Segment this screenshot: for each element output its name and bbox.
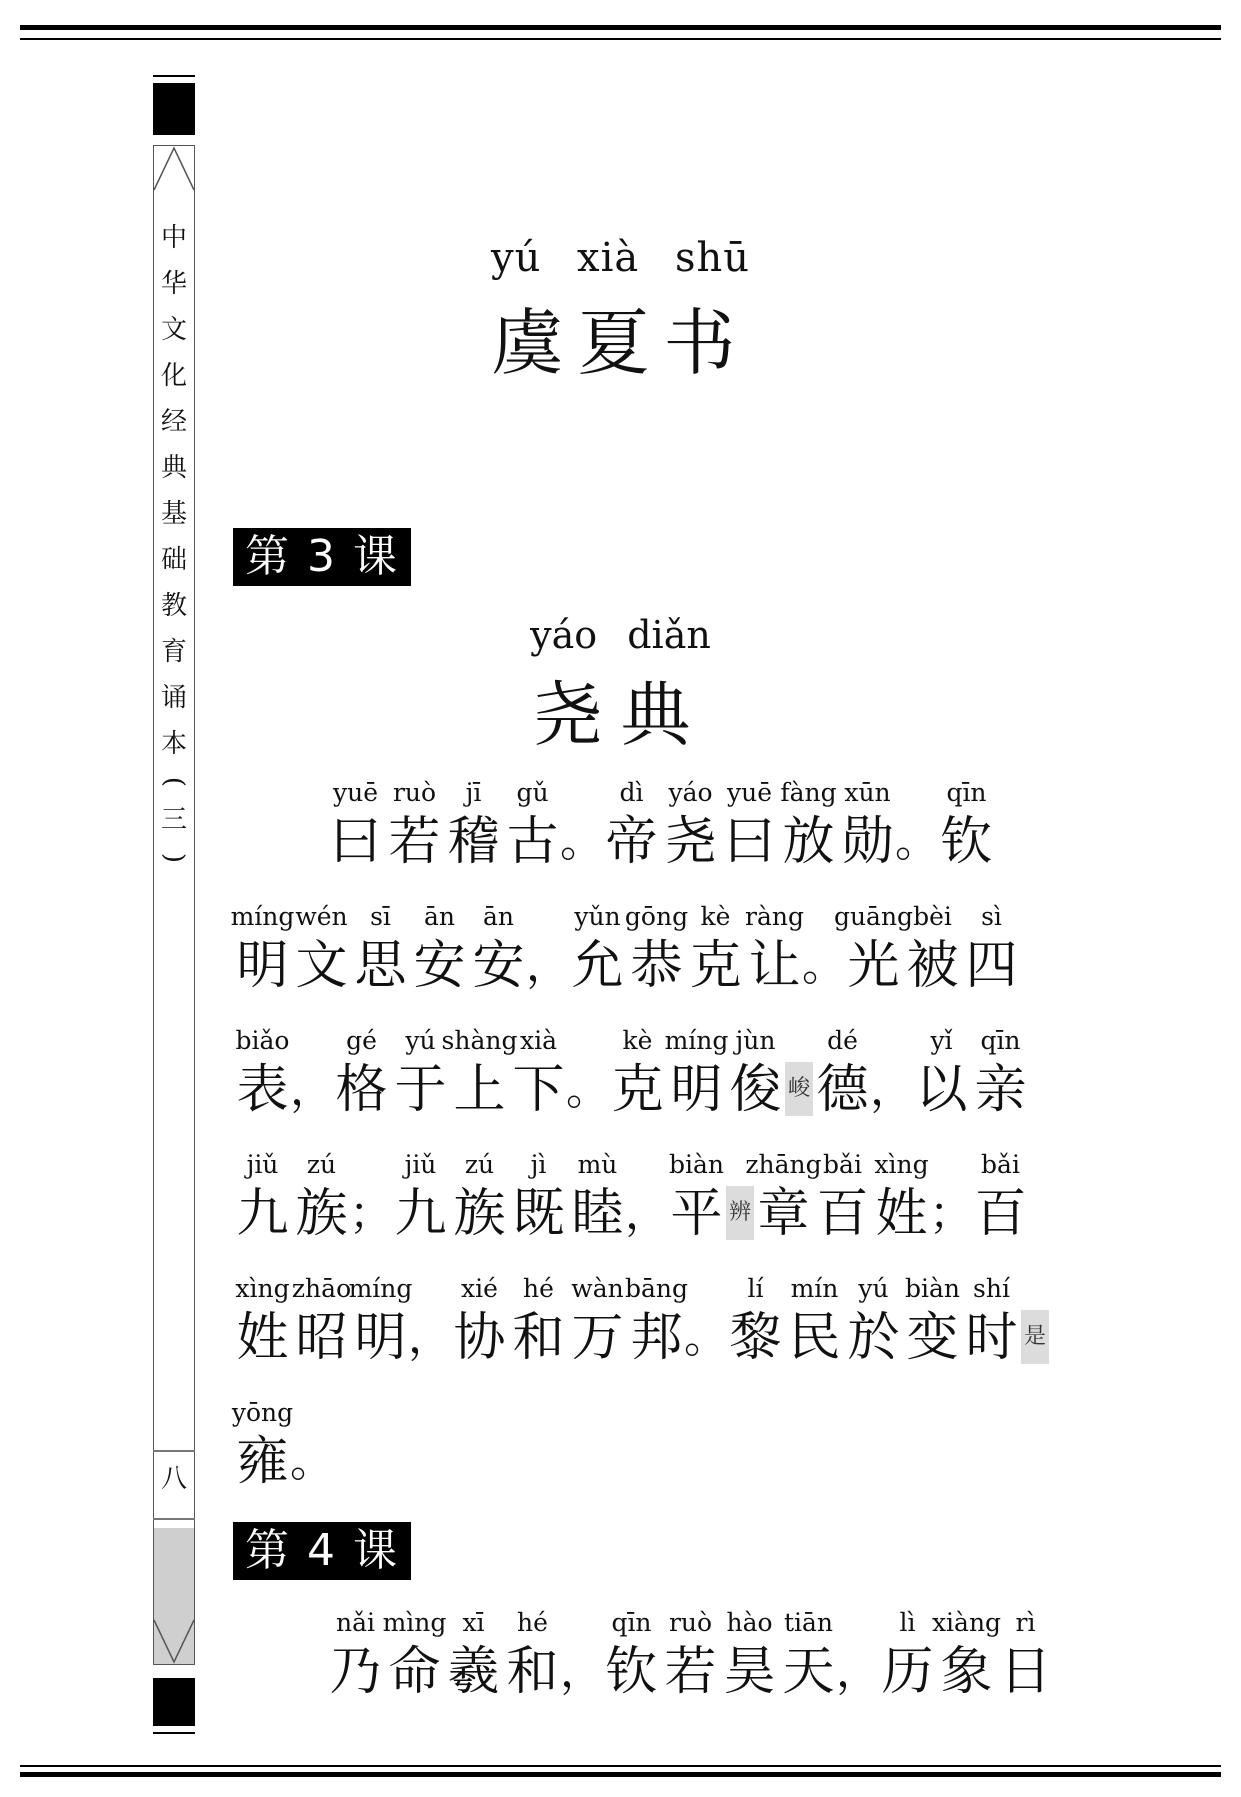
ruby-char [444, 776, 503, 874]
hanzi: 平 [670, 1184, 723, 1244]
pinyin: xī [462, 1608, 485, 1637]
ruby-char [503, 1606, 562, 1704]
ruby-char [813, 1024, 872, 1122]
pinyin: jiǔ [404, 1150, 437, 1179]
ruby-char [844, 1272, 903, 1370]
ruby-char [233, 1272, 292, 1370]
variant-note [785, 1028, 813, 1122]
spine-bottom-line [153, 1732, 195, 1734]
ruby-char [813, 1148, 872, 1246]
top-rule-thin [20, 38, 1221, 40]
hanzi: 德 [816, 1060, 869, 1120]
spine-title-char: 中 [160, 223, 187, 253]
pinyin: ān [482, 902, 514, 931]
hanzi: 文 [295, 936, 348, 996]
pinyin: míng [664, 1026, 729, 1055]
punctuation [562, 776, 602, 874]
ruby-char [720, 776, 779, 874]
hanzi: 历 [881, 1642, 934, 1702]
ruby-char [745, 1148, 822, 1246]
hanzi: 变 [906, 1308, 959, 1368]
hanzi: 放 [782, 812, 835, 872]
pinyin: biàn [904, 1274, 960, 1303]
spine-title-char: 诵 [160, 683, 187, 713]
hanzi: 万 [571, 1308, 624, 1368]
pinyin: xiàng [931, 1608, 1002, 1637]
pinyin: wàn [571, 1274, 624, 1303]
text-line [233, 1396, 332, 1494]
punctuation [838, 1606, 878, 1704]
ruby-char [971, 1024, 1030, 1122]
lesson-title: 尧典 [532, 674, 709, 756]
hanzi: 安 [472, 936, 525, 996]
hanzi: 思 [354, 936, 407, 996]
hanzi: 乃 [329, 1642, 382, 1702]
ruby-char [996, 1606, 1055, 1704]
spine-title-char: 华 [160, 269, 187, 299]
hanzi: 命 [388, 1642, 441, 1702]
bottom-rule-thick [20, 1772, 1221, 1777]
ruby-char [450, 1148, 509, 1246]
hanzi: 时 [965, 1308, 1018, 1368]
hanzi: 於 [847, 1308, 900, 1368]
spine-top-block [153, 83, 195, 135]
lesson-title-block [0, 613, 1241, 760]
pinyin: yáo [668, 778, 713, 807]
ruby-char [509, 1148, 568, 1246]
ruby-char [391, 1148, 450, 1246]
spine-page-number: 八 [160, 1464, 187, 1494]
book-title-pinyin: yú xià shū [490, 235, 751, 281]
hanzi: 姓 [236, 1308, 289, 1368]
ruby-char [568, 1148, 627, 1246]
pinyin: xié [461, 1274, 498, 1303]
book-title-block [0, 235, 1241, 389]
ruby-char [726, 1024, 785, 1122]
ruby-char [233, 1396, 292, 1494]
ruby-char [292, 900, 351, 998]
pinyin: rì [1015, 1608, 1036, 1637]
punctuation [686, 1272, 726, 1370]
hanzi: 雍 [236, 1432, 289, 1492]
pinyin: nǎi [335, 1608, 375, 1637]
punctuation [351, 1148, 391, 1246]
ruby-char [351, 900, 410, 998]
pinyin: ān [423, 902, 455, 931]
ruby-char [410, 900, 469, 998]
spine-title-char: 基 [160, 499, 187, 529]
pinyin: lì [899, 1608, 916, 1637]
ruby-char [385, 776, 444, 874]
hanzi: ， [870, 1064, 914, 1115]
ruby-char [962, 1272, 1021, 1370]
hanzi: 日 [999, 1642, 1052, 1702]
ruby-char [962, 900, 1021, 998]
hanzi: 若 [664, 1642, 717, 1702]
hanzi: 钦 [940, 812, 993, 872]
hanzi: 亲 [974, 1060, 1027, 1120]
ruby-char [292, 1148, 351, 1246]
pinyin: gǔ [516, 778, 549, 807]
hanzi: 俊 [729, 1060, 782, 1120]
ruby-char [912, 1024, 971, 1122]
hanzi: 克 [689, 936, 742, 996]
ruby-char [625, 1272, 689, 1370]
hanzi: 协 [453, 1308, 506, 1368]
hanzi: ， [836, 1646, 880, 1697]
hanzi: 章 [757, 1184, 810, 1244]
pinyin: zú [464, 1150, 495, 1179]
pinyin: zhāng [745, 1150, 822, 1179]
pinyin: mìng [382, 1608, 447, 1637]
pinyin: hào [726, 1608, 773, 1637]
ruby-char [348, 1272, 413, 1370]
hanzi: 曰 [329, 812, 382, 872]
ruby-char [602, 1606, 661, 1704]
hanzi: 允 [571, 936, 624, 996]
hanzi: 和 [506, 1642, 559, 1702]
hanzi: 邦 [630, 1308, 683, 1368]
pinyin: biǎo [235, 1026, 290, 1055]
pinyin: qīn [946, 778, 987, 807]
ruby-char [509, 1272, 568, 1370]
pinyin: gé [346, 1026, 377, 1055]
pinyin: bèi [913, 902, 952, 931]
pinyin: wén [295, 902, 348, 931]
spine-top-chevron-icon [153, 146, 195, 192]
hanzi: 格 [335, 1060, 388, 1120]
punctuation [410, 1272, 450, 1370]
spine-title-char: 文 [160, 315, 187, 345]
spine-title-char: 本 [160, 729, 187, 759]
hanzi: 。 [802, 940, 846, 991]
hanzi: 。 [895, 816, 939, 867]
ruby-char [332, 1024, 391, 1122]
pinyin: yú [858, 1274, 889, 1303]
hanzi: 和 [512, 1308, 565, 1368]
lesson-4-badge: 第 4 课 [233, 1522, 411, 1580]
ruby-char [233, 1024, 292, 1122]
spine-title-char: 典 [160, 453, 187, 483]
ruby-char [726, 1272, 785, 1370]
ruby-char [450, 1272, 509, 1370]
spine-separator [153, 1518, 195, 1520]
hanzi: 明 [354, 1308, 407, 1368]
ruby-char [667, 1148, 726, 1246]
punctuation [292, 1024, 332, 1122]
pinyin: shí [973, 1274, 1010, 1303]
hanzi: 族 [295, 1184, 348, 1244]
ruby-char [971, 1148, 1030, 1246]
pinyin: jì [530, 1150, 547, 1179]
hanzi: 姓 [875, 1184, 928, 1244]
ruby-char [602, 776, 661, 874]
ruby-char [779, 1606, 838, 1704]
ruby-char [326, 776, 385, 874]
hanzi: 光 [847, 936, 900, 996]
hanzi: 。 [566, 1064, 610, 1115]
hanzi: ； [929, 1188, 973, 1239]
hanzi: 民 [788, 1308, 841, 1368]
pinyin: bāng [625, 1274, 689, 1303]
hanzi: 昭 [295, 1308, 348, 1368]
hanzi: ， [290, 1064, 334, 1115]
spine-separator [153, 1450, 195, 1452]
ruby-char [624, 900, 689, 998]
pinyin: yú [405, 1026, 436, 1055]
pinyin: yuē [726, 778, 773, 807]
hanzi: ， [526, 940, 570, 991]
hanzi: ； [349, 1188, 393, 1239]
pinyin: sì [981, 902, 1002, 931]
pinyin: sī [370, 902, 391, 931]
hanzi: 下 [512, 1060, 565, 1120]
hanzi: 让 [748, 936, 801, 996]
pinyin: jī [465, 778, 482, 807]
ruby-char [509, 1024, 568, 1122]
punctuation [897, 776, 937, 874]
hanzi: 明 [670, 1060, 723, 1120]
pinyin: ràng [745, 902, 804, 931]
pinyin: mín [790, 1274, 839, 1303]
spine-title-char: ( [159, 776, 189, 788]
pinyin: míng [230, 902, 295, 931]
hanzi: 表 [236, 1060, 289, 1120]
hanzi: 稽 [447, 812, 500, 872]
pinyin: zú [306, 1150, 337, 1179]
pinyin: xìng [874, 1150, 929, 1179]
pinyin: shàng [441, 1026, 518, 1055]
pinyin: gōng [624, 902, 689, 931]
ruby-char [661, 776, 720, 874]
ruby-char [469, 900, 528, 998]
pinyin: zhāo [291, 1274, 352, 1303]
hanzi: 四 [965, 936, 1018, 996]
hanzi: 九 [394, 1184, 447, 1244]
pinyin: jùn [735, 1026, 776, 1055]
ruby-char [292, 1272, 351, 1370]
hanzi: 。 [684, 1312, 728, 1363]
spine-title-char: 础 [160, 545, 187, 575]
pinyin: dì [619, 778, 644, 807]
lesson-title-pinyin: yáo diǎn [530, 613, 711, 657]
ruby-char [233, 1148, 292, 1246]
spine-title-char: ) [159, 852, 189, 864]
hanzi: 黎 [729, 1308, 782, 1368]
hanzi: 于 [394, 1060, 447, 1120]
text-line [233, 1024, 1030, 1122]
ruby-char [686, 900, 745, 998]
ruby-char [230, 900, 295, 998]
book-title: 虞夏书 [491, 301, 750, 385]
hanzi: 族 [453, 1184, 506, 1244]
ruby-char [661, 1606, 720, 1704]
hanzi: 钦 [605, 1642, 658, 1702]
ruby-char [931, 1606, 1002, 1704]
punctuation [931, 1148, 971, 1246]
pinyin: biàn [668, 1150, 724, 1179]
ruby-char [833, 900, 914, 998]
hanzi: 安 [413, 936, 466, 996]
hanzi: 。 [290, 1436, 334, 1487]
hanzi: 古 [506, 812, 559, 872]
hanzi: 恭 [630, 936, 683, 996]
hanzi: 以 [915, 1060, 968, 1120]
pinyin: yuē [332, 778, 379, 807]
hanzi: 百 [816, 1184, 869, 1244]
hanzi: 若 [388, 812, 441, 872]
pinyin: bǎi [823, 1150, 862, 1179]
hanzi: 天 [782, 1642, 835, 1702]
ruby-char [568, 900, 627, 998]
spine-title-char: 经 [160, 407, 187, 437]
hanzi: 尧 [664, 812, 717, 872]
ruby-char [903, 1272, 962, 1370]
ruby-char [326, 1606, 385, 1704]
ruby-char [937, 776, 996, 874]
ruby-char [503, 776, 562, 874]
ruby-char [838, 776, 897, 874]
hanzi: 。 [560, 816, 604, 867]
pinyin: yōng [231, 1398, 294, 1427]
spine-title-char: 育 [160, 637, 187, 667]
hanzi: 峻 [785, 1062, 813, 1116]
top-rule-thick [20, 25, 1221, 30]
pinyin: bǎi [981, 1150, 1020, 1179]
pinyin: hé [517, 1608, 548, 1637]
hanzi: 百 [974, 1184, 1027, 1244]
spine-title-char: 三 [160, 805, 187, 835]
pinyin: kè [622, 1026, 653, 1055]
punctuation [872, 1024, 912, 1122]
pinyin: qīn [611, 1608, 652, 1637]
pinyin: hé [523, 1274, 554, 1303]
hanzi: 明 [236, 936, 289, 996]
ruby-char [444, 1606, 503, 1704]
hanzi: 上 [453, 1060, 506, 1120]
ruby-char [664, 1024, 729, 1122]
pinyin: ruò [392, 778, 437, 807]
hanzi: 象 [940, 1642, 993, 1702]
ruby-char [720, 1606, 779, 1704]
variant-note [1021, 1276, 1049, 1370]
ruby-char [872, 1148, 931, 1246]
spine-bottom-chevron-icon [153, 1618, 195, 1664]
pinyin: guāng [833, 902, 914, 931]
pinyin: mù [577, 1150, 618, 1179]
text-line [326, 776, 996, 874]
pinyin: kè [700, 902, 731, 931]
ruby-char [903, 900, 962, 998]
text-line [233, 1272, 1049, 1370]
pinyin: xūn [844, 778, 891, 807]
hanzi: ， [408, 1312, 452, 1363]
ruby-char [441, 1024, 518, 1122]
hanzi: 帝 [605, 812, 658, 872]
pinyin: fàng [780, 778, 837, 807]
ruby-char [785, 1272, 844, 1370]
ruby-char [568, 1272, 627, 1370]
spine-title-char: 化 [160, 361, 187, 391]
ruby-char [878, 1606, 937, 1704]
hanzi: 曰 [723, 812, 776, 872]
lesson-3-badge: 第 3 课 [233, 528, 411, 586]
ruby-char [382, 1606, 447, 1704]
pinyin: jiǔ [246, 1150, 279, 1179]
spine-top-line [153, 75, 195, 77]
hanzi: 被 [906, 936, 959, 996]
punctuation [292, 1396, 332, 1494]
hanzi: 睦 [571, 1184, 624, 1244]
pinyin: xìng [235, 1274, 290, 1303]
hanzi: 羲 [447, 1642, 500, 1702]
spine-title-char: 教 [160, 591, 187, 621]
text-line [233, 1148, 1030, 1246]
punctuation [568, 1024, 608, 1122]
punctuation [528, 900, 568, 998]
pinyin: dé [827, 1026, 858, 1055]
hanzi: 是 [1021, 1310, 1049, 1364]
spine-bottom-block [153, 1678, 195, 1726]
pinyin: ruò [668, 1608, 713, 1637]
pinyin: yǔn [574, 902, 621, 931]
hanzi: ， [560, 1646, 604, 1697]
hanzi: ， [625, 1188, 669, 1239]
pinyin: tiān [783, 1608, 834, 1637]
pinyin: míng [348, 1274, 413, 1303]
pinyin: xià [520, 1026, 557, 1055]
hanzi: 克 [611, 1060, 664, 1120]
hanzi: 昊 [723, 1642, 776, 1702]
pinyin: lí [747, 1274, 764, 1303]
bottom-rule-thin [20, 1765, 1221, 1767]
punctuation [627, 1148, 667, 1246]
pinyin: yǐ [930, 1026, 953, 1055]
ruby-char [779, 776, 838, 874]
hanzi: 九 [236, 1184, 289, 1244]
ruby-char [745, 900, 804, 998]
punctuation [562, 1606, 602, 1704]
pinyin: qīn [980, 1026, 1021, 1055]
hanzi: 既 [512, 1184, 565, 1244]
hanzi: 辨 [726, 1186, 754, 1240]
text-line [230, 900, 1021, 998]
text-line [326, 1606, 1055, 1704]
ruby-char [608, 1024, 667, 1122]
hanzi: 勋 [841, 812, 894, 872]
